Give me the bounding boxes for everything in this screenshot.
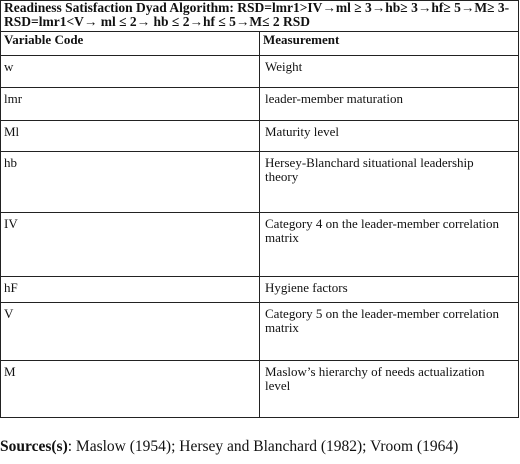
variable-code-cell: lmr <box>1 88 260 121</box>
variable-code-cell: IV <box>1 213 260 277</box>
table-row <box>1 121 519 152</box>
variable-code-cell: hb <box>1 152 260 213</box>
variable-code-cell: w <box>1 56 260 88</box>
table-row <box>1 361 519 418</box>
table-row <box>1 213 519 277</box>
table-row <box>1 277 519 303</box>
measurement-cell: Maturity level <box>260 121 519 152</box>
table-row <box>1 56 519 88</box>
measurement-cell: Category 4 on the leader-member correlation matrix <box>260 213 519 277</box>
variable-code-cell: Ml <box>1 121 260 152</box>
sources-text: : Maslow (1954); Hersey and Blanchard (1982); Vroom (1964) <box>67 438 459 455</box>
measurement-cell: Hygiene factors <box>260 277 519 303</box>
variable-code-cell: V <box>1 303 260 361</box>
sources-label: Sources(s) <box>0 438 68 455</box>
header-variable-code: Variable Code <box>1 32 260 56</box>
sources-note <box>0 438 458 456</box>
table-title: Readiness Satisfaction Dyad Algorithm: RSD=lmr1>IV→ml ≥ 3→hb≥ 3→hf≥ 5→M≥ 3- RSD=lmr1<V→ ml ≤ 2→ hb ≤ 2→hf ≤ 5→M≤ 2 RSD <box>1 1 519 32</box>
table-row <box>1 152 519 213</box>
measurement-cell: Hersey-Blanchard situational leadership theory <box>260 152 519 213</box>
header-measurement: Measurement <box>260 32 519 56</box>
variable-code-cell: hF <box>1 277 260 303</box>
table-header-row <box>1 32 519 56</box>
table-title-row <box>1 1 519 32</box>
table-row <box>1 303 519 361</box>
variable-code-cell: M <box>1 361 260 418</box>
measurement-cell: Weight <box>260 56 519 88</box>
measurement-cell: leader-member maturation <box>260 88 519 121</box>
table-row <box>1 88 519 121</box>
measurement-cell: Category 5 on the leader-member correlation matrix <box>260 303 519 361</box>
measurement-cell: Maslow’s hierarchy of needs actualization level <box>260 361 519 418</box>
